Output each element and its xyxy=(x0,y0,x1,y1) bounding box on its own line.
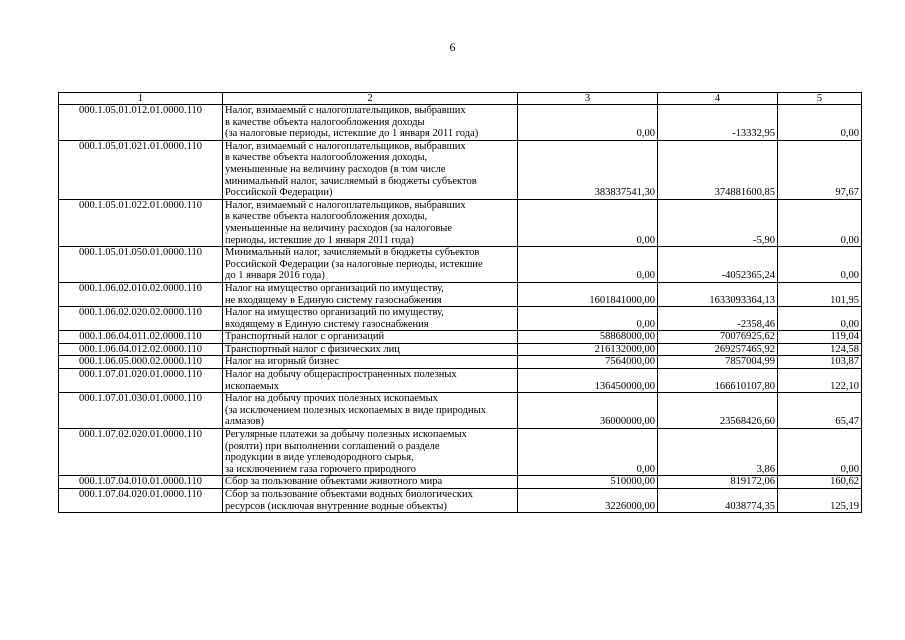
col4-value-cell: 269257465,92 xyxy=(658,343,778,356)
table-row xyxy=(59,429,862,476)
table-row xyxy=(59,369,862,393)
col4-value-cell: 7857004,99 xyxy=(658,356,778,369)
revenue-name-cell xyxy=(223,476,518,489)
revenue-name-cell xyxy=(223,343,518,356)
revenue-name-line: в качестве объекта налогообложения доходы xyxy=(225,116,425,128)
col3-value-cell: 58868000,00 xyxy=(518,331,658,344)
revenue-name-line: Российской Федерации) xyxy=(225,187,333,199)
budget-code-cell: 000.1.06.02.010.02.0000.110 xyxy=(59,282,223,306)
revenue-table xyxy=(58,92,862,513)
table-row xyxy=(59,393,862,429)
col5-value-cell: 124,58 xyxy=(778,343,862,356)
table-row xyxy=(59,331,862,344)
col4-value-cell: -13332,95 xyxy=(658,105,778,141)
revenue-name-line: периоды, истекшие до 1 января 2011 года) xyxy=(225,234,414,246)
revenue-name-line: Минимальный налог, зачисляемый в бюджеты субъектов xyxy=(225,247,480,259)
revenue-name-line: входящему в Единую систему газоснабжения xyxy=(225,318,429,330)
revenue-name-cell xyxy=(223,429,518,476)
col5-value-cell: 101,95 xyxy=(778,282,862,306)
table-row xyxy=(59,247,862,283)
col5-value-cell: 125,19 xyxy=(778,489,862,513)
revenue-name-cell xyxy=(223,393,518,429)
col4-value-cell: 70076925,62 xyxy=(658,331,778,344)
revenue-name-cell xyxy=(223,105,518,141)
revenue-name-line: в качестве объекта налогообложения доходы, xyxy=(225,152,428,164)
budget-code-cell: 000.1.06.04.011.02.0000.110 xyxy=(59,331,223,344)
col5-value-cell: 122,10 xyxy=(778,369,862,393)
revenue-name-cell xyxy=(223,369,518,393)
revenue-name-cell xyxy=(223,140,518,199)
col5-value-cell: 97,67 xyxy=(778,140,862,199)
revenue-name-line: уменьшенные на величину расходов (в том числе xyxy=(225,163,446,175)
revenue-name-cell xyxy=(223,356,518,369)
col3-value-cell: 1601841000,00 xyxy=(518,282,658,306)
revenue-name-line: Регулярные платежи за добычу полезных ископаемых xyxy=(225,429,467,441)
revenue-name-line: не входящему в Единую систему газоснабжения xyxy=(225,294,442,306)
table-row xyxy=(59,489,862,513)
col4-value-cell: -2358,46 xyxy=(658,307,778,331)
revenue-name-line: Налог на добычу прочих полезных ископаемых xyxy=(225,393,438,405)
col4-value-cell: 1633093364,13 xyxy=(658,282,778,306)
col5-value-cell: 0,00 xyxy=(778,199,862,246)
revenue-name-line: Транспортный налог с организаций xyxy=(225,331,385,343)
revenue-name-line: Налог, взимаемый с налогоплательщиков, выбравших xyxy=(225,199,466,211)
col3-value-cell: 3226000,00 xyxy=(518,489,658,513)
revenue-name-line: ископаемых xyxy=(225,380,279,392)
revenue-name-line: Налог, взимаемый с налогоплательщиков, выбравших xyxy=(225,140,466,152)
revenue-name-line: Налог, взимаемый с налогоплательщиков, выбравших xyxy=(225,105,466,116)
budget-code-cell: 000.1.06.02.020.02.0000.110 xyxy=(59,307,223,331)
table-row xyxy=(59,199,862,246)
revenue-name-line: алмазов) xyxy=(225,416,265,428)
col5-value-cell: 0,00 xyxy=(778,429,862,476)
col3-value-cell: 136450000,00 xyxy=(518,369,658,393)
col3-value-cell: 0,00 xyxy=(518,307,658,331)
col5-value-cell: 160,62 xyxy=(778,476,862,489)
budget-code-cell: 000.1.07.02.020.01.0000.110 xyxy=(59,429,223,476)
col5-value-cell: 0,00 xyxy=(778,247,862,283)
col3-value-cell: 36000000,00 xyxy=(518,393,658,429)
table-row xyxy=(59,105,862,141)
col5-value-cell: 103,87 xyxy=(778,356,862,369)
table-row xyxy=(59,282,862,306)
budget-code-cell: 000.1.07.01.030.01.0000.110 xyxy=(59,393,223,429)
revenue-name-line: продукции в виде углеводородного сырья, xyxy=(225,452,414,464)
revenue-name-line: в качестве объекта налогообложения доходы, xyxy=(225,211,428,223)
revenue-name-line: (за налоговые периоды, истекшие до 1 января 2011 года) xyxy=(225,128,479,140)
revenue-name-line: ресурсов (исключая внутренние водные объекты) xyxy=(225,500,447,512)
revenue-name-cell xyxy=(223,489,518,513)
revenue-name-line: (за исключением полезных ископаемых в виде природных xyxy=(225,404,486,416)
col3-value-cell: 0,00 xyxy=(518,199,658,246)
column-header: 4 xyxy=(658,93,778,105)
revenue-name-line: Налог на имущество организаций по имуществу, xyxy=(225,307,444,319)
revenue-name-line: Российской Федерации (за налоговые периоды, истекшие xyxy=(225,258,483,270)
col3-value-cell: 383837541,30 xyxy=(518,140,658,199)
column-header: 2 xyxy=(223,93,518,105)
revenue-name-line: до 1 января 2016 года) xyxy=(225,270,325,282)
revenue-name-line: Сбор за пользование объектами водных биологических xyxy=(225,489,473,500)
budget-code-cell: 000.1.07.04.010.01.0000.110 xyxy=(59,476,223,489)
table-row xyxy=(59,140,862,199)
revenue-name-line: Транспортный налог с физических лиц xyxy=(225,343,400,355)
col4-value-cell: 3,86 xyxy=(658,429,778,476)
col5-value-cell: 65,47 xyxy=(778,393,862,429)
revenue-name-cell xyxy=(223,307,518,331)
revenue-name-line: минимальный налог, зачисляемый в бюджеты субъектов xyxy=(225,175,477,187)
col4-value-cell: 4038774,35 xyxy=(658,489,778,513)
col4-value-cell: 374881600,85 xyxy=(658,140,778,199)
revenue-name-line: за исключением газа горючего природного xyxy=(225,463,417,475)
col5-value-cell: 0,00 xyxy=(778,307,862,331)
budget-code-cell: 000.1.06.05.000.02.0000.110 xyxy=(59,356,223,369)
revenue-name-cell xyxy=(223,282,518,306)
budget-code-cell: 000.1.05.01.012.01.0000.110 xyxy=(59,105,223,141)
budget-code-cell: 000.1.05.01.022.01.0000.110 xyxy=(59,199,223,246)
header-row xyxy=(59,93,862,105)
revenue-name-line: уменьшенные на величину расходов (за налоговые xyxy=(225,222,453,234)
revenue-name-cell xyxy=(223,199,518,246)
budget-code-cell: 000.1.05.01.021.01.0000.110 xyxy=(59,140,223,199)
col3-value-cell: 0,00 xyxy=(518,105,658,141)
revenue-name-cell xyxy=(223,247,518,283)
budget-code-cell: 000.1.05.01.050.01.0000.110 xyxy=(59,247,223,283)
col4-value-cell: -5,90 xyxy=(658,199,778,246)
col4-value-cell: 23568426,60 xyxy=(658,393,778,429)
column-header: 5 xyxy=(778,93,862,105)
col3-value-cell: 0,00 xyxy=(518,247,658,283)
table-row xyxy=(59,307,862,331)
col4-value-cell: 166610107,80 xyxy=(658,369,778,393)
col3-value-cell: 216132000,00 xyxy=(518,343,658,356)
table-row xyxy=(59,343,862,356)
col5-value-cell: 119,04 xyxy=(778,331,862,344)
revenue-name-line: Налог на игорный бизнес xyxy=(225,356,340,368)
table-row xyxy=(59,356,862,369)
column-header: 1 xyxy=(59,93,223,105)
revenue-name-line: (роялти) при выполнении соглашений о разделе xyxy=(225,440,440,452)
col4-value-cell: 819172,06 xyxy=(658,476,778,489)
budget-code-cell: 000.1.06.04.012.02.0000.110 xyxy=(59,343,223,356)
budget-code-cell: 000.1.07.01.020.01.0000.110 xyxy=(59,369,223,393)
page-number: 6 xyxy=(449,40,456,54)
col5-value-cell: 0,00 xyxy=(778,105,862,141)
revenue-name-cell xyxy=(223,331,518,344)
col4-value-cell: -4052365,24 xyxy=(658,247,778,283)
table-body xyxy=(59,105,862,513)
col3-value-cell: 510000,00 xyxy=(518,476,658,489)
revenue-name-line: Налог на добычу общераспространенных полезных xyxy=(225,369,457,381)
column-header: 3 xyxy=(518,93,658,105)
revenue-name-line: Сбор за пользование объектами животного мира xyxy=(225,476,443,488)
col3-value-cell: 7564000,00 xyxy=(518,356,658,369)
revenue-name-line: Налог на имущество организаций по имуществу, xyxy=(225,282,444,294)
col3-value-cell: 0,00 xyxy=(518,429,658,476)
table-row xyxy=(59,476,862,489)
budget-code-cell: 000.1.07.04.020.01.0000.110 xyxy=(59,489,223,513)
